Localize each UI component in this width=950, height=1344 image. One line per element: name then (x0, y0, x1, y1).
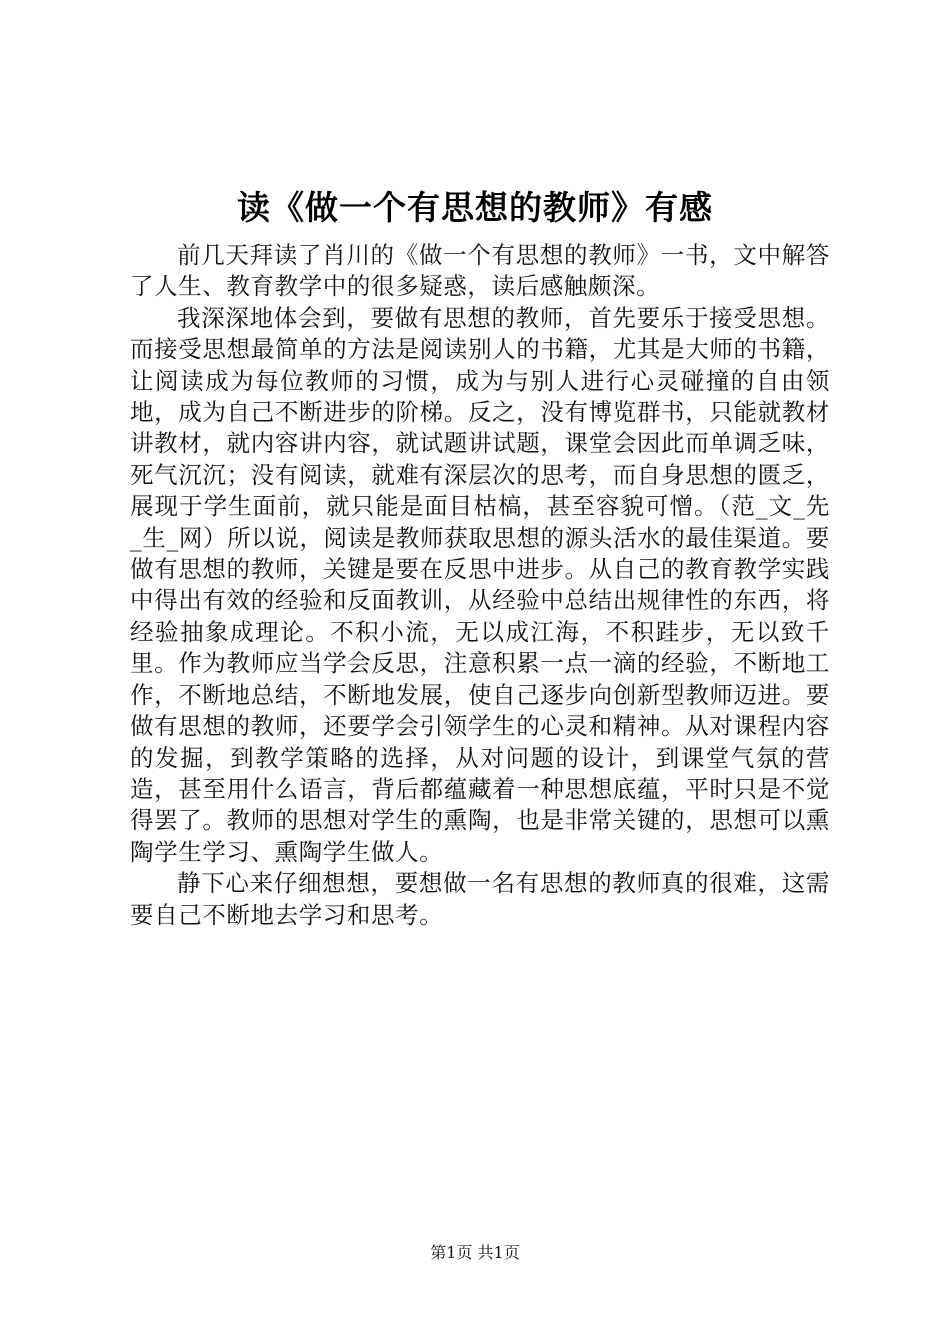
document-body (130, 240, 830, 931)
paragraph-conclusion: 静下心来仔细想想，要想做一名有思想的教师真的很难，这需要自己不断地去学习和思考。 (130, 869, 830, 929)
document-title: 读《做一个有思想的教师》有感 (237, 188, 713, 227)
paragraph-intro: 前几天拜读了肖川的《做一个有思想的教师》一书，文中解答了人生、教育教学中的很多疑惑，读后感触颇深。 (130, 241, 830, 301)
paragraph-main: 我深深地体会到，要做有思想的教师，首先要乐于接受思想。而接受思想最简单的方法是阅读别人的书籍，尤其是大师的书籍，让阅读成为每位教师的习惯，成为与别人进行心灵碰撞的自由领地，成为自己不断进步的阶梯。反之，没有博览群书，只能就教材讲教材，就内容讲内容，就试题讲试题，课堂会因此而单调乏味，死气沉沉；没有阅读，就难有深层次的思考，而自身思想的匮乏，展现于学生面前，就只能是面目枯槁，甚至容貌可憎。（范_文_先_生_网）所以说，阅读是教师获取思想的源头活水的最佳渠道。要做有思想的教师，关键是要在反思中进步。从自己的教育教学实践中得出有效的经验和反面教训，从经验中总结出规律性的东西，将经验抽象成理论。不积小流，无以成江海，不积跬步，无以致千里。作为教师应当学会反思，注意积累一点一滴的经验，不断地工作，不断地总结，不断地发展，使自己逐步向创新型教师迈进。要做有思想的教师，还要学会引领学生的心灵和精神。从对课程内容的发掘，到教学策略的选择，从对问题的设计，到课堂气氛的营造，甚至用什么语言，背后都蕴藏着一种思想底蕴，平时只是不觉得罢了。教师的思想对学生的熏陶，也是非常关键的，思想可以熏陶学生学习、熏陶学生做人。 (130, 303, 830, 866)
page-footer: 第1页 共1页 (430, 1243, 520, 1262)
